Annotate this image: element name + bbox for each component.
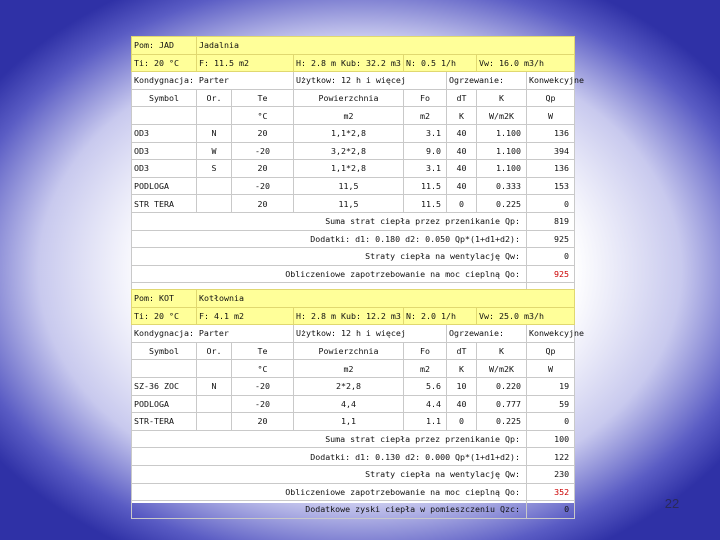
room-header-row (132, 37, 575, 55)
cell-area: 1,1*2,8 (294, 160, 404, 178)
table-row (132, 160, 575, 178)
room-table-kotlownia (131, 289, 584, 519)
cell-dt: 40 (447, 142, 477, 160)
param-area: F: 4.1 m2 (197, 307, 294, 325)
table-row (132, 395, 575, 413)
room-header-row (132, 290, 575, 308)
summary-label: Straty ciepła na wentylację Qw: (132, 248, 527, 266)
cell-k: 1.100 (477, 124, 527, 142)
cell-dt: 0 (447, 413, 477, 431)
cell-k: 0.220 (477, 377, 527, 395)
param-ti: Ti: 20 °C (132, 307, 197, 325)
cell-k: 0.225 (477, 413, 527, 431)
summary-value-highlight: 352 (527, 483, 575, 501)
column-headers (132, 342, 575, 360)
cell-te: 20 (232, 195, 294, 213)
cell-k: 1.100 (477, 142, 527, 160)
summary-value: 230 (527, 465, 575, 483)
cell-dt: 10 (447, 377, 477, 395)
col-dt: dT (447, 89, 477, 107)
summary-label: Obliczeniowe zapotrzebowanie na moc cieplną Qo: (132, 265, 527, 283)
cell-k: 0.777 (477, 395, 527, 413)
table-row (132, 377, 575, 395)
unit-cell (197, 360, 232, 378)
room-params-row (132, 307, 575, 325)
col-dt: dT (447, 342, 477, 360)
heating-type: Konwekcyjne (527, 325, 575, 343)
col-fo: Fo (404, 342, 447, 360)
col-area: Powierzchnia (294, 89, 404, 107)
summary-label: Dodatki: d1: 0.130 d2: 0.000 Qp*(1+d1+d2): (132, 448, 527, 466)
summary-value: 0 (527, 501, 575, 519)
cell-k: 0.333 (477, 177, 527, 195)
unit-row (132, 107, 575, 125)
cell-area: 4,4 (294, 395, 404, 413)
cell-symbol: OD3 (132, 142, 197, 160)
param-ti: Ti: 20 °C (132, 54, 197, 72)
cell-symbol: OD3 (132, 160, 197, 178)
cell-area: 1,1 (294, 413, 404, 431)
cell-dt: 40 (447, 177, 477, 195)
col-qp: Qp (527, 342, 575, 360)
cell-symbol: PODLOGA (132, 395, 197, 413)
unit-cell (197, 107, 232, 125)
param-area: F: 11.5 m2 (197, 54, 294, 72)
room-settings-row (132, 325, 575, 343)
col-te: Te (232, 89, 294, 107)
cell-area: 1,1*2,8 (294, 124, 404, 142)
summary-label: Suma strat ciepła przez przenikanie Qp: (132, 430, 527, 448)
table-row (132, 195, 575, 213)
summary-label: Obliczeniowe zapotrzebowanie na moc cieplną Qo: (132, 483, 527, 501)
summary-label: Dodatki: d1: 0.180 d2: 0.050 Qp*(1+d1+d2): (132, 230, 527, 248)
cell-orientation: S (197, 160, 232, 178)
usage-label: Użytkow: 12 h i więcej (294, 72, 447, 90)
summary-row (132, 430, 575, 448)
col-k: K (477, 342, 527, 360)
room-code: Pom: KOT (132, 290, 197, 308)
cell-qp: 59 (527, 395, 575, 413)
cell-qp: 136 (527, 160, 575, 178)
summary-value: 925 (527, 230, 575, 248)
cell-te: 20 (232, 124, 294, 142)
cell-dt: 0 (447, 195, 477, 213)
heating-type: Konwekcyjne (527, 72, 575, 90)
col-te: Te (232, 342, 294, 360)
unit-cell: m2 (404, 107, 447, 125)
storey-label: Kondygnacja: Parter (132, 325, 294, 343)
cell-symbol: STR-TERA (132, 413, 197, 431)
summary-label: Suma strat ciepła przez przenikanie Qp: (132, 212, 527, 230)
param-ventilation: Vw: 16.0 m3/h (477, 54, 575, 72)
summary-label: Straty ciepła na wentylację Qw: (132, 465, 527, 483)
col-area: Powierzchnia (294, 342, 404, 360)
room-settings-row (132, 72, 575, 90)
col-qp: Qp (527, 89, 575, 107)
param-height-volume: H: 2.8 m Kub: 12.2 m3 (294, 307, 404, 325)
unit-cell: W/m2K (477, 360, 527, 378)
cell-area: 11,5 (294, 177, 404, 195)
room-params-row (132, 54, 575, 72)
cell-qp: 136 (527, 124, 575, 142)
cell-dt: 40 (447, 395, 477, 413)
unit-cell: m2 (294, 360, 404, 378)
room-table-jadalnia (131, 36, 584, 301)
cell-k: 0.225 (477, 195, 527, 213)
summary-value: 100 (527, 430, 575, 448)
cell-fo: 3.1 (404, 124, 447, 142)
cell-te: -20 (232, 142, 294, 160)
col-symbol: Symbol (132, 89, 197, 107)
cell-te: 20 (232, 160, 294, 178)
cell-te: -20 (232, 377, 294, 395)
col-symbol: Symbol (132, 342, 197, 360)
unit-cell: W (527, 107, 575, 125)
cell-k: 1.100 (477, 160, 527, 178)
cell-symbol: PODLOGA (132, 177, 197, 195)
cell-area: 3,2*2,8 (294, 142, 404, 160)
cell-dt: 40 (447, 160, 477, 178)
table-row (132, 413, 575, 431)
page-number: 22 (664, 496, 680, 511)
usage-label: Użytkow: 12 h i więcej (294, 325, 447, 343)
heat-loss-sheet (131, 36, 584, 515)
cell-dt: 40 (447, 124, 477, 142)
cell-fo: 1.1 (404, 413, 447, 431)
summary-row (132, 248, 575, 266)
summary-value-highlight: 925 (527, 265, 575, 283)
summary-row (132, 465, 575, 483)
heating-label: Ogrzewanie: (447, 325, 527, 343)
unit-cell (132, 107, 197, 125)
unit-row (132, 360, 575, 378)
cell-fo: 3.1 (404, 160, 447, 178)
room-name: Jadalnia (197, 37, 575, 55)
cell-qp: 0 (527, 413, 575, 431)
cell-qp: 153 (527, 177, 575, 195)
summary-value: 819 (527, 212, 575, 230)
cell-area: 2*2,8 (294, 377, 404, 395)
room-code: Pom: JAD (132, 37, 197, 55)
storey-label: Kondygnacja: Parter (132, 72, 294, 90)
table-row (132, 124, 575, 142)
summary-value: 122 (527, 448, 575, 466)
cell-symbol: STR TERA (132, 195, 197, 213)
param-air-changes: N: 2.0 1/h (404, 307, 477, 325)
unit-cell: m2 (404, 360, 447, 378)
cell-area: 11,5 (294, 195, 404, 213)
cell-orientation: W (197, 142, 232, 160)
unit-cell: W (527, 360, 575, 378)
cell-orientation: N (197, 377, 232, 395)
cell-fo: 4.4 (404, 395, 447, 413)
cell-qp: 394 (527, 142, 575, 160)
column-headers (132, 89, 575, 107)
cell-te: -20 (232, 177, 294, 195)
cell-qp: 0 (527, 195, 575, 213)
cell-orientation: N (197, 124, 232, 142)
col-k: K (477, 89, 527, 107)
unit-cell: K (447, 107, 477, 125)
param-air-changes: N: 0.5 1/h (404, 54, 477, 72)
table-row (132, 142, 575, 160)
unit-cell: °C (232, 360, 294, 378)
col-orientation: Or. (197, 89, 232, 107)
summary-row (132, 448, 575, 466)
room-name: Kotłownia (197, 290, 575, 308)
cell-fo: 11.5 (404, 195, 447, 213)
unit-cell: W/m2K (477, 107, 527, 125)
summary-label: Dodatkowe zyski ciepła w pomieszczeniu Qzc: (132, 501, 527, 519)
col-orientation: Or. (197, 342, 232, 360)
table-row (132, 177, 575, 195)
cell-fo: 11.5 (404, 177, 447, 195)
cell-qp: 19 (527, 377, 575, 395)
unit-cell (132, 360, 197, 378)
summary-row (132, 501, 575, 519)
cell-te: 20 (232, 413, 294, 431)
cell-orientation (197, 413, 232, 431)
cell-orientation (197, 195, 232, 213)
cell-orientation (197, 177, 232, 195)
heating-label: Ogrzewanie: (447, 72, 527, 90)
unit-cell: m2 (294, 107, 404, 125)
unit-cell: °C (232, 107, 294, 125)
cell-fo: 9.0 (404, 142, 447, 160)
summary-row (132, 265, 575, 283)
cell-symbol: SZ-36 ZOC (132, 377, 197, 395)
unit-cell: K (447, 360, 477, 378)
summary-row (132, 230, 575, 248)
cell-orientation (197, 395, 232, 413)
summary-row (132, 212, 575, 230)
summary-value: 0 (527, 248, 575, 266)
cell-fo: 5.6 (404, 377, 447, 395)
cell-te: -20 (232, 395, 294, 413)
col-fo: Fo (404, 89, 447, 107)
summary-row (132, 483, 575, 501)
param-height-volume: H: 2.8 m Kub: 32.2 m3 (294, 54, 404, 72)
cell-symbol: OD3 (132, 124, 197, 142)
param-ventilation: Vw: 25.0 m3/h (477, 307, 575, 325)
